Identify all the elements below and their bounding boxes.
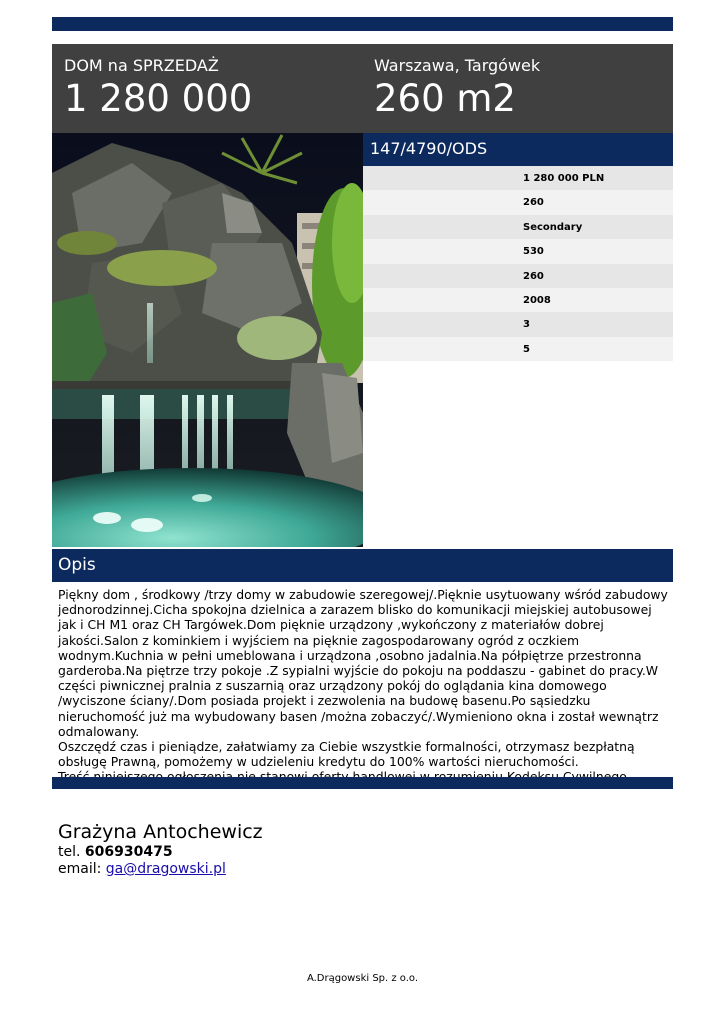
spec-row: [363, 264, 673, 288]
spec-value: 3: [523, 319, 530, 331]
price-block: [64, 56, 252, 120]
listing-header: [52, 44, 673, 133]
spec-value: 260: [523, 270, 544, 282]
description-text: [58, 587, 670, 785]
spec-value: Secondary: [523, 221, 583, 233]
section-title: Opis: [58, 555, 96, 575]
phone-label: tel.: [58, 844, 81, 860]
email-label: email:: [58, 861, 102, 877]
bottom-decorative-bar: [52, 777, 673, 789]
phone-line: [58, 844, 263, 861]
spec-row: [363, 215, 673, 239]
price: 1 280 000: [64, 77, 253, 120]
spec-row: [363, 337, 673, 361]
spec-row: [363, 239, 673, 263]
spec-row: [363, 312, 673, 336]
spec-row: [363, 166, 673, 190]
garden-pond-waterfall-image: [52, 133, 363, 547]
spec-row: [363, 190, 673, 214]
phone-number: 606930475: [84, 844, 173, 860]
email-link[interactable]: ga@dragowski.pl: [105, 861, 226, 877]
agent-contact: [58, 820, 263, 878]
top-decorative-bar: [52, 17, 673, 31]
location-block: [374, 56, 540, 120]
property-photo: [52, 133, 363, 547]
spec-value: 530: [523, 246, 544, 258]
spec-value: 1 280 000 PLN: [523, 173, 605, 184]
spec-row: [363, 288, 673, 312]
offer-type: DOM na SPRZEDAŻ: [64, 56, 219, 75]
description-section-bar: [52, 549, 673, 582]
email-line: [58, 861, 263, 878]
company-footer: A.Drągowski Sp. z o.o.: [306, 973, 419, 984]
spec-value: 260: [523, 197, 544, 209]
agent-name: Grażyna Antochewicz: [58, 821, 263, 843]
reference-number: 147/4790/ODS: [370, 139, 488, 158]
description-paragraph: Oszczędź czas i pieniądze, załatwiamy za Ciebie wszystkie formalności, otrzymasz bezpłatną obsługę Prawną, pomożemy w udzieleniu kredytu do 100% wartości nieruchomości.: [58, 739, 635, 770]
specs-table: [363, 166, 673, 361]
spec-value: 2008: [523, 294, 551, 306]
description-paragraph: Piękny dom , środkowy /trzy domy w zabudowie szeregowej/.Pięknie usytuowany wśród zabudowy jednorodzinnej.Cicha spokojna dzielnica a zarazem blisko do komunikacji miejskiej autobusowej jak i CH M1 oraz CH Targówek.Dom pięknie urządzony ,wykończony z materiałów dobrej jakości.Salon z kominkiem i wyjściem na pięknie zagospodarowany ogród z oczkiem wodnym.Kuchnia w pełni umeblowana i urządzona ,osobno jadalnia.Na półpiętrze przestronna garderoba.Na piętrze trzy pokoje .Z sypialni wyjście do pokoju na poddaszu - gabinet do pracy.W części piwnicznej pralnia z suszarnią oraz urządzony pokój do oglądania kina domowego /wyciszone ściany/.Dom posiada projekt i zezwolenia na budowę basenu.Po sąsiedzku nieruchomość już ma wybudowany basen /można zobaczyć/.Wymieniono okna i został wewnątrz odmalowany.: [58, 587, 668, 739]
area: 260 m2: [374, 77, 516, 120]
location: Warszawa, Targówek: [374, 56, 541, 75]
reference-number-bar: [363, 133, 673, 166]
spec-value: 5: [523, 343, 530, 355]
